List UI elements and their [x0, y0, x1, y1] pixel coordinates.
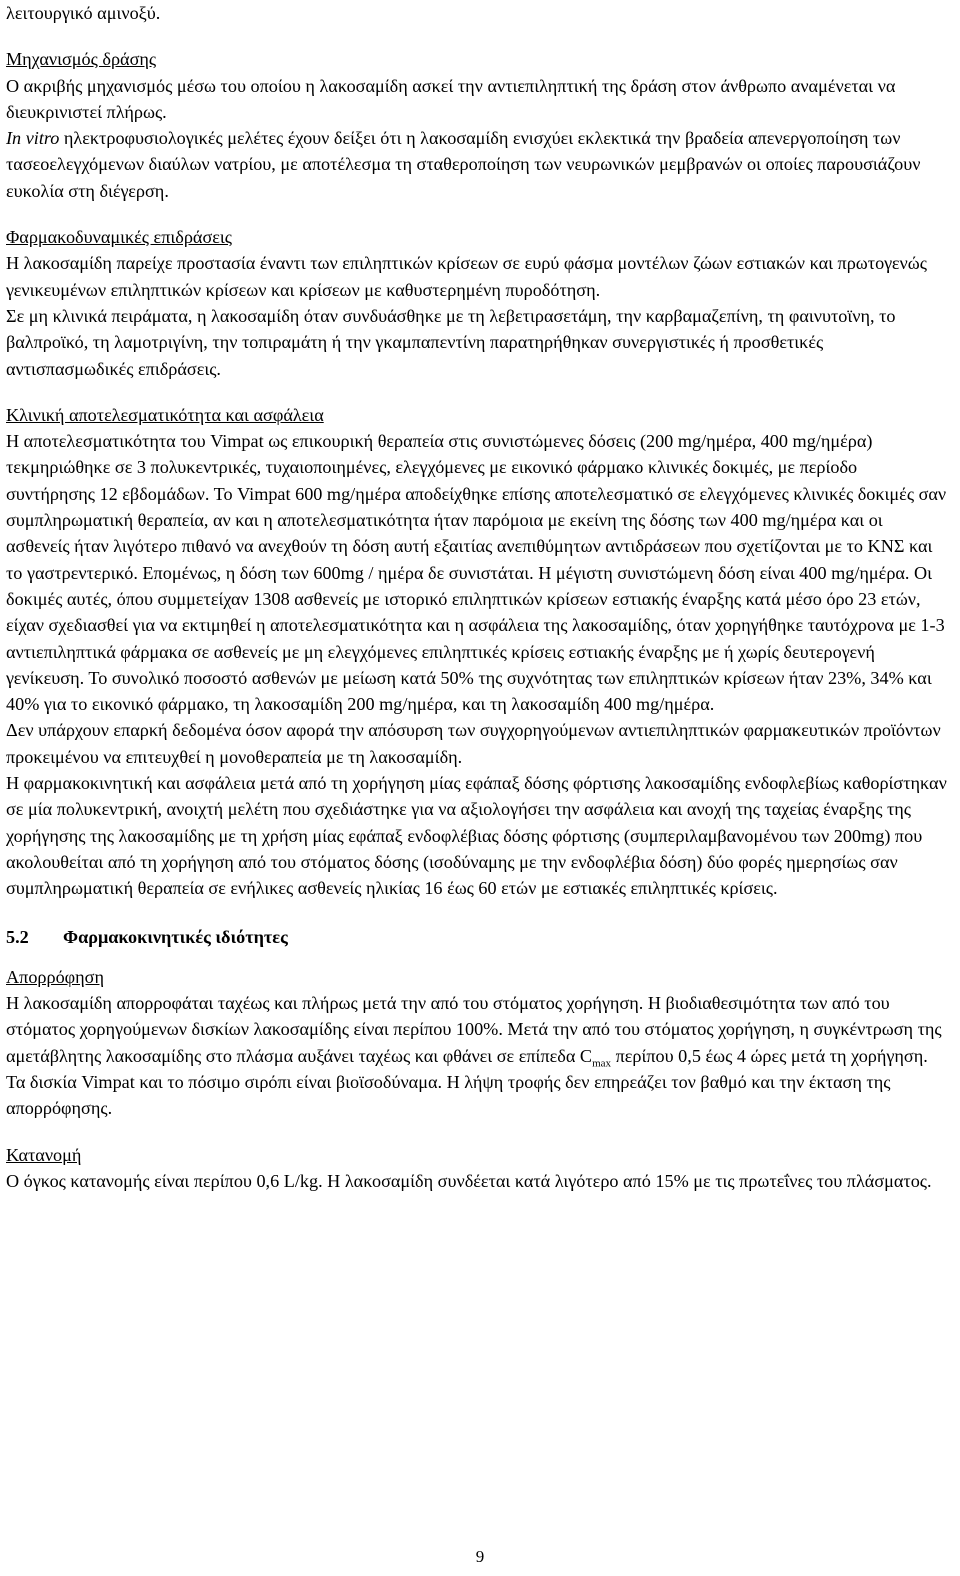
distribution-section: [6, 1142, 948, 1195]
section-5-2-heading: [6, 924, 948, 950]
pharmacodynamics-heading: Φαρμακοδυναμικές επιδράσεις: [6, 227, 232, 248]
mechanism-heading: Μηχανισμός δράσης: [6, 49, 157, 70]
pharmacodynamics-paragraph-2: Σε μη κλινικά πειράματα, η λακοσαμίδη όταν συνδυάσθηκε με τη λεβετιρασετάμη, την καρβαμαζεπίνη, τη φαινυτοϊνη, το βαλπροϊκό, τη λαμοτριγίνη, την τοπιραμάτη ή την γκαμπαπεντίνη παρατηρήθηκαν συνεργιστικές ή προσθετικές αντισπασμωδικές επιδράσεις.: [6, 305, 896, 379]
cmax-subscript: max: [592, 1057, 612, 1070]
absorption-paragraph: [6, 990, 948, 1121]
clinical-section: [6, 402, 948, 902]
pharmacodynamics-paragraph-1: Η λακοσαμίδη παρείχε προστασία έναντι των επιληπτικών κρίσεων σε ευρύ φάσμα μοντέλων ζώων εστιακών και πρωτογενώς γενικευμένων επιληπτικών κρίσεων και κρίσεων με καθυστερημένη πυροδότηση.: [6, 253, 927, 300]
distribution-paragraph: Ο όγκος κατανομής είναι περίπου 0,6 L/kg. Η λακοσαμίδη συνδέεται κατά λιγότερο από 15% με τις πρωτεΐνες του πλάσματος.: [6, 1170, 932, 1191]
mechanism-paragraph-2: [6, 125, 948, 204]
absorption-text-part-1: Η λακοσαμίδη απορροφάται ταχέως και πλήρως μετά την από του στόματος χορήγηση. Η βιοδιαθεσιμότητα των από του στόματος χορηγούμενων δισκίων λακοσαμίδης είναι περίπου 100%. Μετά την από του στόματος χορήγηση, η συγκέντρωση της αμετάβλητης λακοσαμίδης στο πλάσμα αυξάνει ταχέως και φθάνει σε επίπεδα C: [6, 993, 942, 1066]
page-number: 9: [475, 1547, 485, 1566]
mechanism-paragraph-2-text: ηλεκτροφυσιολογικές μελέτες έχουν δείξει ότι η λακοσαμίδη ενισχύει εκλεκτικά την βραδεία απενεργοποίηση των τασεοελεγχόμενων διαύλων νατρίου, με αποτέλεσμα τη σταθεροποίηση των νευρωνικών μεμβρανών οι οποίες παρουσιάζουν ευκολία στη διέγερση.: [6, 128, 921, 201]
distribution-heading: Κατανομή: [6, 1144, 82, 1165]
pharmacodynamics-section: [6, 224, 948, 382]
mechanism-paragraph-1: Ο ακριβής μηχανισμός μέσω του οποίου η λακοσαμίδη ασκεί την αντιεπιληπτική της δράση στον άνθρωπο αναμένεται να διευκρινιστεί πλήρως.: [6, 75, 896, 122]
absorption-heading: Απορρόφηση: [6, 966, 104, 987]
absorption-text-part-2: περίπου 0,5 έως 4 ώρες μετά τη χορήγηση. Τα δισκία Vimpat και το πόσιμο σιρόπι είναι βιοϊσοδύναμα. Η λήψη τροφής δεν επηρεάζει τον βαθμό και την έκταση της απορρόφησης.: [6, 1045, 928, 1119]
section-number: 5.2: [6, 926, 29, 947]
clinical-heading: Κλινική αποτελεσματικότητα και ασφάλεια: [6, 404, 324, 425]
in-vitro-term: In vitro: [6, 128, 60, 149]
clinical-paragraph-1: Η αποτελεσματικότητα του Vimpat ως επικουρική θεραπεία στις συνιστώμενες δόσεις (200 mg/ημέρα, 400 mg/ημέρα) τεκμηριώθηκε σε 3 πολυκεντρικές, τυχαιοποιημένες, ελεγχόμενες με εικονικό φάρμακο κλινικές δοκιμές, με περίοδο συντήρησης 12 εβδομάδων. Το Vimpat 600 mg/ημέρα αποδείχθηκε επίσης αποτελεσματικό σε ελεγχόμενες κλινικές δοκιμές σαν συμπληρωματική θεραπεία, αν και η αποτελεσματικότητα ήταν παρόμοια με εκείνη της δόσης των 400 mg/ημέρα και οι ασθενείς ήταν λιγότερο πιθανό να ανεχθούν τη δόση αυτή εξαιτίας ανεπιθύμητων αντιδράσεων που σχετίζονται με το ΚΝΣ και το γαστρεντερικό. Επομένως, η δόση των 600mg / ημέρα δε συνιστάται. Η μέγιστη συνιστώμενη δόση είναι 400 mg/ημέρα. Οι δοκιμές αυτές, όπου συμμετείχαν 1308 ασθενείς με ιστορικό επιληπτικών κρίσεων εστιακής έναρξης κατά μέσο όρο 23 ετών, είχαν σχεδιασθεί για να εκτιμηθεί η αποτελεσματικότητα και η ασφάλεια της λακοσαμίδης, όταν χορηγήθηκε ταυτόχρονα με 1-3 αντιεπιληπτικά φάρμακα σε ασθενείς με μη ελεγχόμενες επιληπτικές κρίσεις εστιακής έναρξης με ή χωρίς δευτερογενή γενίκευση. Το συνολικό ποσοστό ασθενών με μείωση κατά 50% της συχνότητας των επιληπτικών κρίσεων ήταν 23%, 34% και 40% για το εικονικό φάρμακο, τη λακοσαμίδη 200 mg/ημέρα, και τη λακοσαμίδη 400 mg/ημέρα.: [6, 431, 947, 715]
clinical-paragraph-2: Δεν υπάρχουν επαρκή δεδομένα όσον αφορά την απόσυρση των συγχορηγούμενων αντιεπιληπτικών φαρμακευτικών προϊόντων προκειμένου να επιτευχθεί η μονοθεραπεία με τη λακοσαμίδη.: [6, 720, 941, 767]
section-title: Φαρμακοκινητικές ιδιότητες: [63, 926, 288, 947]
clinical-paragraph-3: Η φαρμακοκινητική και ασφάλεια μετά από τη χορήγηση μίας εφάπαξ δόσης φόρτισης λακοσαμίδης ενδοφλεβίως καθορίστηκαν σε μία πολυκεντρική, ανοιχτή μελέτη που σχεδιάστηκε για να αξιολογήσει την ασφάλεια και ανοχή της ταχείας έναρξης της χορήγησης της λακοσαμίδης με τη χρήση μίας εφάπαξ ενδοφλέβιας δόσης φόρτισης (συμπεριλαμβανομένου των 200mg) που ακολουθείται από τη χορήγηση από του στόματος δόσης (ισοδύναμης με την ενδοφλέβια δόση) δύο φορές ημερησίως σαν συμπληρωματική θεραπεία σε ενήλικες ασθενείς ηλικίας 16 έως 60 ετών με εστιακές επιληπτικές κρίσεις.: [6, 773, 947, 899]
absorption-section: [6, 964, 948, 1122]
document-page: [6, 0, 948, 1194]
continuation-text: λειτουργικό αμινοξύ.: [6, 3, 161, 23]
mechanism-section: [6, 46, 948, 204]
